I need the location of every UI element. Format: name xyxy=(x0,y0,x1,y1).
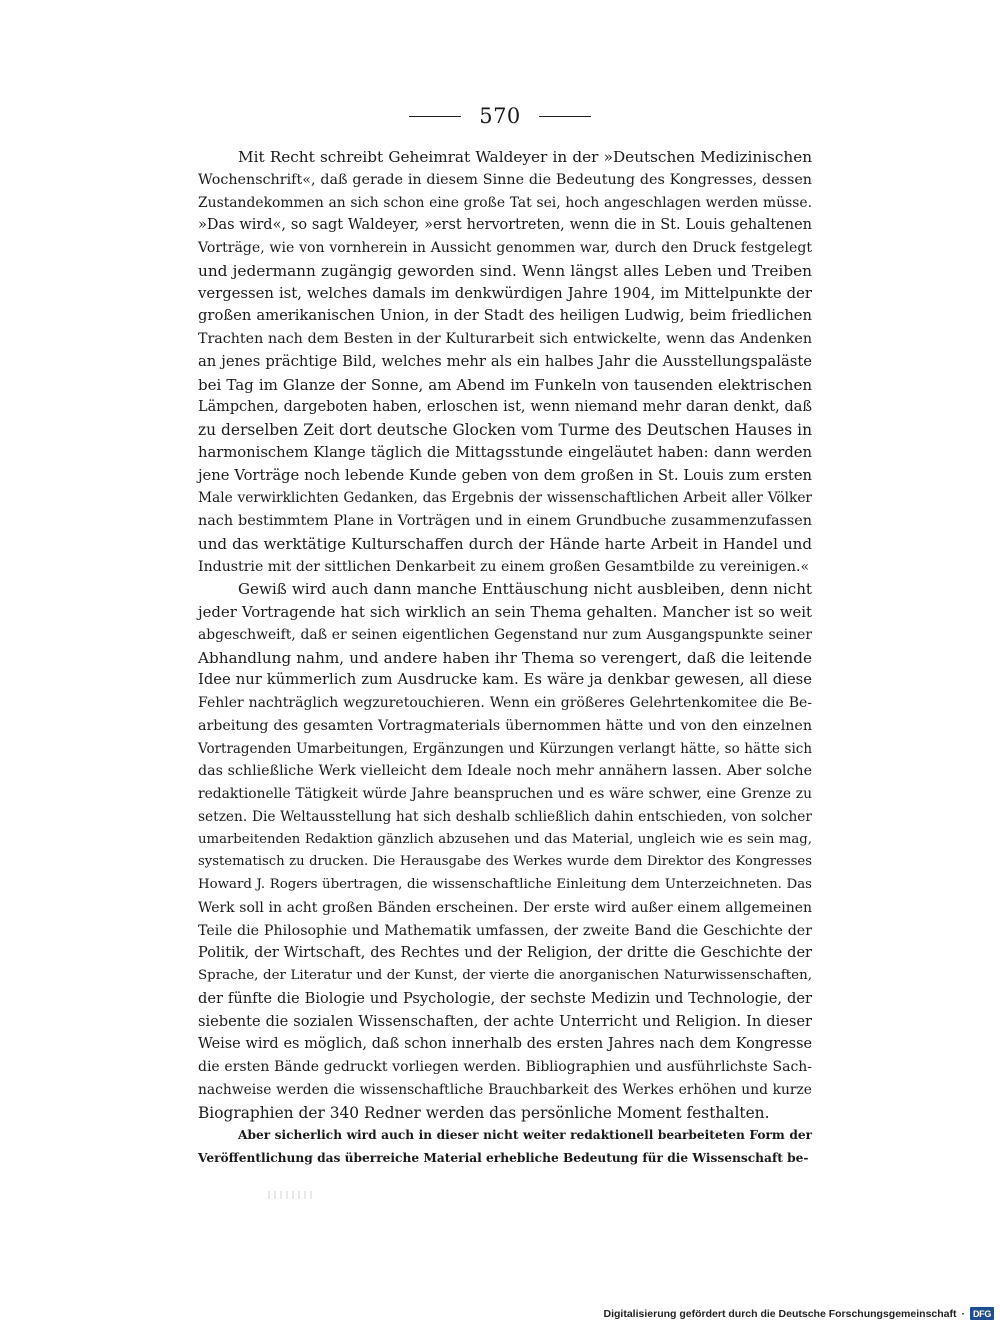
text-line: der fünfte die Biologie und Psychologie, der sechste Medizin und Technologie, der xyxy=(198,989,812,1007)
text-line: umarbeitenden Redaktion gänzlich abzusehen und das Material, ungleich wie es sein mag, xyxy=(198,831,812,847)
text-line: abgeschweift, daß er seinen eigentlichen Gegenstand nur zum Ausgangspunkte seiner xyxy=(198,626,812,643)
text-line: siebente die sozialen Wissenschaften, der achte Unterricht und Religion. In dieser xyxy=(198,1012,812,1030)
text-line: zu derselben Zeit dort deutsche Glocken vom Turme des Deutschen Hauses in xyxy=(198,421,812,439)
dfg-logo: DFG xyxy=(970,1307,994,1320)
text-line: vergessen ist, welches damals im denkwürdigen Jahre 1904, im Mittelpunkte der xyxy=(198,284,812,302)
text-line: arbeitung des gesamten Vortragmaterials übernommen hätte und von den einzelnen xyxy=(198,717,812,734)
text-line: Veröffentlichung das überreiche Material erhebliche Bedeutung für die Wissenschaft be- xyxy=(198,1151,809,1165)
text-line: an jenes prächtige Bild, welches mehr als ein halbes Jahr die Ausstellungspaläste xyxy=(198,352,812,370)
text-line: »Das wird«, so sagt Waldeyer, »erst hervortreten, wenn die in St. Louis gehaltenen xyxy=(198,217,812,234)
text-line: setzen. Die Weltausstellung hat sich deshalb schließlich dahin entschieden, von solcher xyxy=(198,808,812,825)
text-line: und jedermann zugängig geworden sind. Wenn längst alles Leben und Treiben xyxy=(198,261,812,280)
text-line: Vorträge, wie von vornherein in Aussicht genommen war, durch den Druck festgelegt xyxy=(198,240,812,256)
text-line: Gewiß wird auch dann manche Enttäuschung nicht ausbleiben, denn nicht xyxy=(238,580,812,599)
paragraph-1 xyxy=(198,146,812,578)
text-line: systematisch zu drucken. Die Herausgabe des Werkes wurde dem Direktor des Kongresses xyxy=(198,854,812,870)
text-line: Industrie mit der sittlichen Denkarbeit zu einem großen Gesamtbilde zu vereinigen.« xyxy=(198,558,810,575)
text-line: die ersten Bände gedruckt vorliegen werden. Bibliographien und ausführlichste Sach- xyxy=(198,1059,812,1075)
text-line: bei Tag im Glanze der Sonne, am Abend im Funkeln von tausenden elektrischen xyxy=(198,375,812,394)
text-line: Aber sicherlich wird auch in dieser nicht weiter redaktionell bearbeiteten Form der xyxy=(238,1128,812,1143)
text-line: Abhandlung nahm, und andere haben ihr Thema so verengert, daß die leitende xyxy=(198,648,812,667)
text-line: und das werktätige Kulturschaffen durch der Hände harte Arbeit in Handel und xyxy=(198,534,812,553)
header-rule-right xyxy=(539,116,591,117)
text-line: Fehler nachträglich wegzuretouchieren. Wenn ein größeres Gelehrtenkomitee die Be- xyxy=(198,695,812,711)
page-number: 570 xyxy=(479,104,521,128)
text-line: Sprache, der Literatur und der Kunst, der vierte die anorganischen Naturwissenschaften, xyxy=(198,968,812,983)
text-line: jene Vorträge noch lebende Kunde geben von dem großen in St. Louis zum ersten xyxy=(198,466,812,484)
text-line: Idee nur kümmerlich zum Ausdrucke kam. Es wäre ja denkbar gewesen, all diese xyxy=(198,671,812,689)
text-body xyxy=(198,146,812,1170)
footer-credit: Digitalisierung gefördert durch die Deutsche Forschungsgemeinschaft xyxy=(603,1307,957,1320)
text-line: Teile die Philosophie und Mathematik umfassen, der zweite Band die Geschichte der xyxy=(198,922,812,939)
text-line: Zustandekommen an sich schon eine große Tat sei, hoch angeschlagen werden müsse. xyxy=(198,194,812,211)
text-line: nach bestimmtem Plane in Vorträgen und in einem Grundbuche zusammenzufassen xyxy=(198,513,812,529)
paragraph-3 xyxy=(198,1124,812,1170)
text-line: nachweise werden die wissenschaftliche Brauchbarkeit des Werkes erhöhen und kurze xyxy=(198,1081,812,1098)
footer xyxy=(604,1307,994,1320)
text-line: Politik, der Wirtschaft, des Rechtes und der Religion, der dritte die Geschichte der xyxy=(198,945,812,962)
text-line: Vortragenden Umarbeitungen, Ergänzungen und Kürzungen verlangt hätte, so hätte sich xyxy=(198,740,812,757)
text-line: Howard J. Rogers übertragen, die wissenschaftliche Einleitung dem Unterzeichneten. Das xyxy=(198,877,812,892)
text-line: Trachten nach dem Besten in der Kulturarbeit sich entwickelte, wenn das Andenken xyxy=(198,331,812,347)
header-rule-left xyxy=(409,116,461,117)
text-line: Lämpchen, dargeboten haben, erloschen ist, wenn niemand mehr daran denkt, daß xyxy=(198,399,812,416)
text-line: redaktionelle Tätigkeit würde Jahre beanspruchen und es wäre schwer, eine Grenze zu xyxy=(198,786,812,802)
text-line: Male verwirklichten Gedanken, das Ergebnis der wissenschaftlichen Arbeit aller Völker xyxy=(198,490,812,507)
text-line: harmonischem Klange täglich die Mittagsstunde eingeläutet haben: dann werden xyxy=(198,443,812,461)
text-line: Werk soll in acht großen Bänden erscheinen. Der erste wird außer einem allgemeinen xyxy=(198,899,812,916)
text-line: Biographien der 340 Redner werden das persönliche Moment festhalten. xyxy=(198,1103,770,1122)
text-line: das schließliche Werk vielleicht dem Ideale noch mehr annähern lassen. Aber solche xyxy=(198,763,812,780)
footer-separator: · xyxy=(961,1307,965,1320)
scan-specks xyxy=(268,1191,316,1199)
text-line: großen amerikanischen Union, in der Stadt des heiligen Ludwig, beim friedlichen xyxy=(198,307,812,325)
text-line: Weise wird es möglich, daß schon innerhalb des ersten Jahres nach dem Kongresse xyxy=(198,1036,812,1053)
paragraph-2 xyxy=(198,578,812,1124)
text-line: Wochenschrift«, daß gerade in diesem Sinne die Bedeutung des Kongresses, dessen xyxy=(198,171,812,188)
text-line: Mit Recht schreibt Geheimrat Waldeyer in der »Deutschen Medizinischen xyxy=(238,148,812,166)
page-header xyxy=(0,104,1000,128)
text-line: jeder Vortragende hat sich wirklich an sein Thema gehalten. Mancher ist so weit xyxy=(198,603,812,621)
